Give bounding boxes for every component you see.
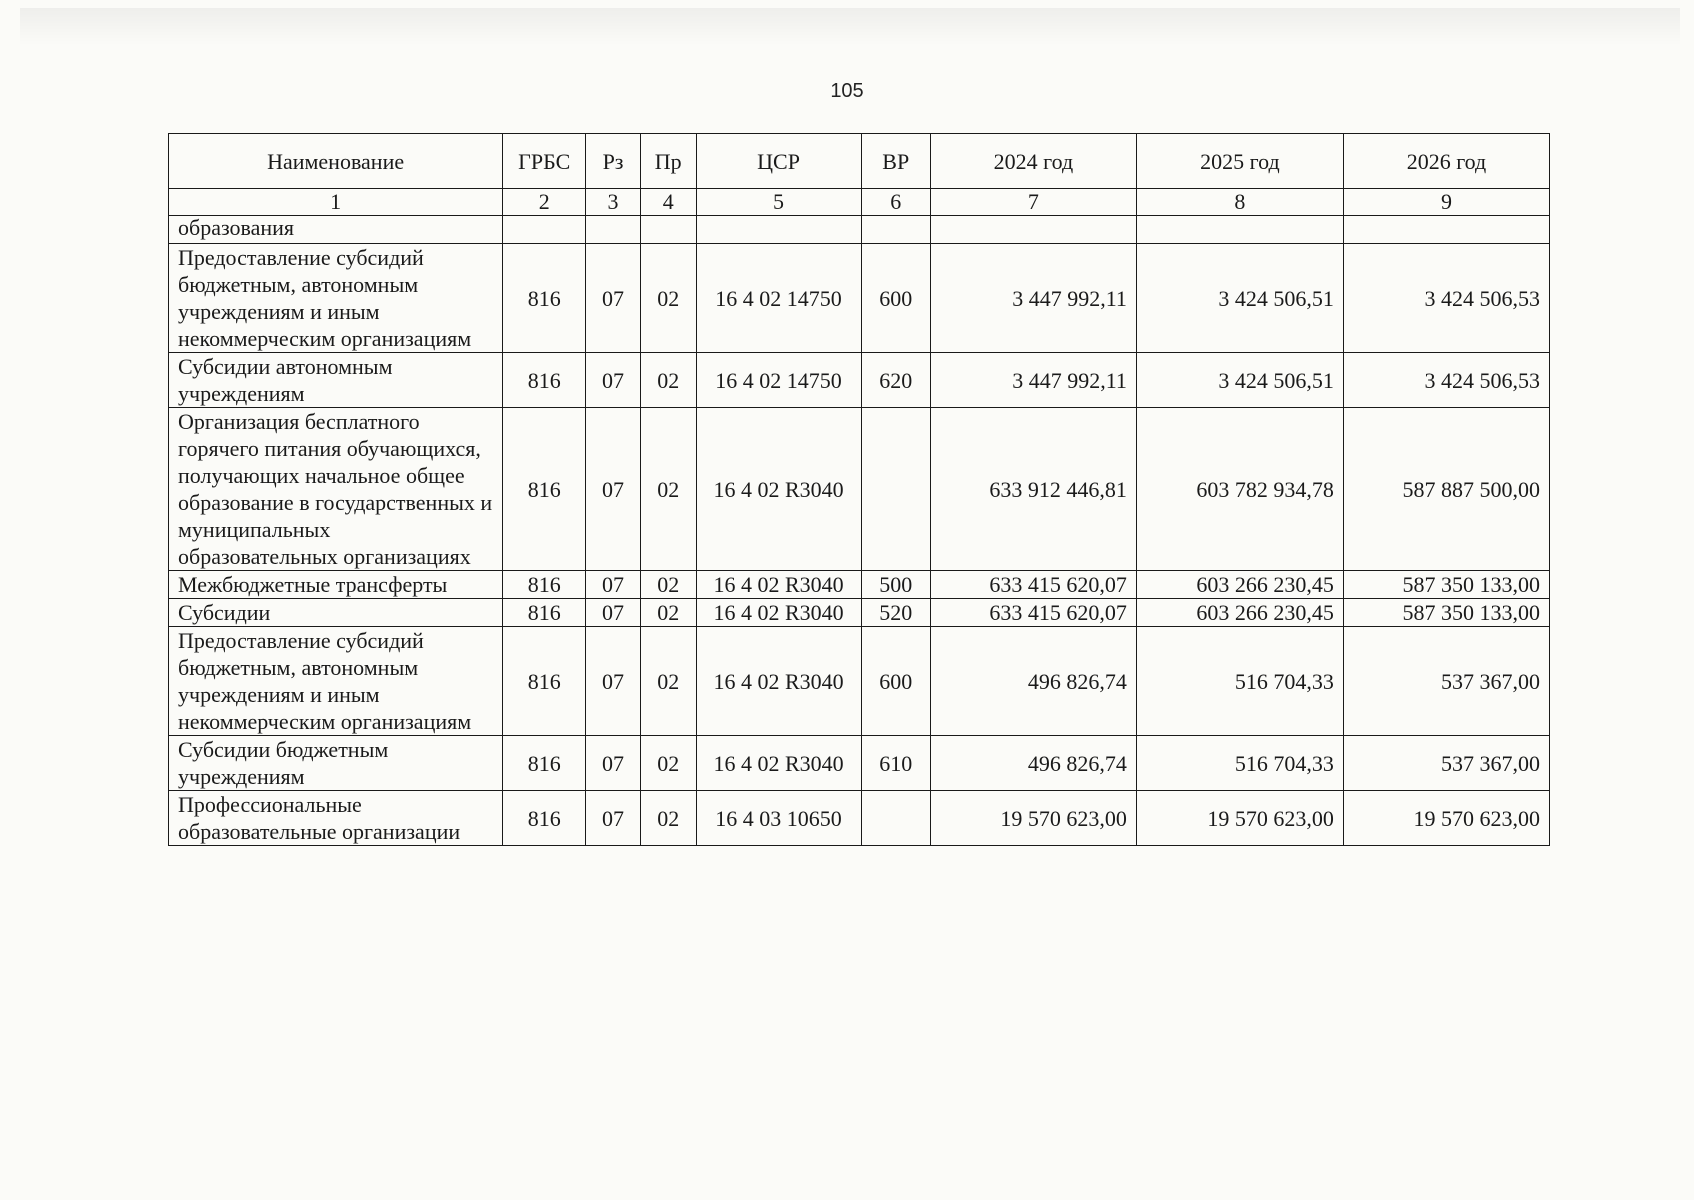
row-pr [640, 216, 696, 244]
row-2025: 603 266 230,45 [1136, 571, 1343, 599]
row-grbs [503, 216, 586, 244]
row-name: Организация бесплатного горячего питания обучающихся, получающих начальное общее образование в государственных и муниципальных образовательных организациях [169, 408, 503, 571]
row-2026: 537 367,00 [1343, 736, 1549, 791]
header-csr: ЦСР [696, 134, 861, 189]
row-2025: 19 570 623,00 [1136, 791, 1343, 846]
table-row [169, 216, 1550, 244]
row-grbs: 816 [503, 571, 586, 599]
row-name: Предоставление субсидий бюджетным, автономным учреждениям и иным некоммерческим организациям [169, 244, 503, 353]
row-grbs: 816 [503, 408, 586, 571]
row-pr: 02 [640, 791, 696, 846]
row-pr: 02 [640, 353, 696, 408]
column-number: 7 [930, 189, 1136, 216]
row-2026: 3 424 506,53 [1343, 244, 1549, 353]
column-number: 2 [503, 189, 586, 216]
row-rz: 07 [586, 353, 641, 408]
row-csr: 16 4 03 10650 [696, 791, 861, 846]
row-grbs: 816 [503, 244, 586, 353]
row-csr: 16 4 02 14750 [696, 353, 861, 408]
header-rz: Рз [586, 134, 641, 189]
header-row [169, 134, 1550, 189]
row-2024: 19 570 623,00 [930, 791, 1136, 846]
row-2026: 587 350 133,00 [1343, 599, 1549, 627]
row-rz: 07 [586, 791, 641, 846]
row-2024: 496 826,74 [930, 736, 1136, 791]
column-number: 3 [586, 189, 641, 216]
row-rz: 07 [586, 627, 641, 736]
row-2026: 537 367,00 [1343, 627, 1549, 736]
header-2025: 2025 год [1136, 134, 1343, 189]
row-2025: 3 424 506,51 [1136, 353, 1343, 408]
header-2024: 2024 год [930, 134, 1136, 189]
row-rz: 07 [586, 736, 641, 791]
row-grbs: 816 [503, 791, 586, 846]
header-grbs: ГРБС [503, 134, 586, 189]
row-vr [861, 216, 930, 244]
scan-shadow [20, 8, 1680, 46]
row-name: Субсидии [169, 599, 503, 627]
table-row [169, 353, 1550, 408]
row-csr [696, 216, 861, 244]
row-name: Межбюджетные трансферты [169, 571, 503, 599]
row-vr: 600 [861, 627, 930, 736]
row-pr: 02 [640, 736, 696, 791]
row-2025: 516 704,33 [1136, 627, 1343, 736]
row-grbs: 816 [503, 353, 586, 408]
row-rz: 07 [586, 408, 641, 571]
column-number: 5 [696, 189, 861, 216]
row-csr: 16 4 02 R3040 [696, 599, 861, 627]
row-csr: 16 4 02 R3040 [696, 736, 861, 791]
row-csr: 16 4 02 R3040 [696, 408, 861, 571]
header-pr: Пр [640, 134, 696, 189]
row-name: Субсидии бюджетным учреждениям [169, 736, 503, 791]
row-csr: 16 4 02 14750 [696, 244, 861, 353]
row-2026: 587 887 500,00 [1343, 408, 1549, 571]
table-row [169, 791, 1550, 846]
row-2025: 603 266 230,45 [1136, 599, 1343, 627]
row-rz [586, 216, 641, 244]
row-2024: 496 826,74 [930, 627, 1136, 736]
row-pr: 02 [640, 627, 696, 736]
row-name: Профессиональные образовательные организации [169, 791, 503, 846]
row-grbs: 816 [503, 627, 586, 736]
column-number: 8 [1136, 189, 1343, 216]
row-2026: 19 570 623,00 [1343, 791, 1549, 846]
column-number-row [169, 189, 1550, 216]
row-vr: 620 [861, 353, 930, 408]
table-row [169, 408, 1550, 571]
column-number: 1 [169, 189, 503, 216]
row-pr: 02 [640, 244, 696, 353]
row-vr: 610 [861, 736, 930, 791]
row-2025: 516 704,33 [1136, 736, 1343, 791]
row-2026 [1343, 216, 1549, 244]
row-vr [861, 791, 930, 846]
row-pr: 02 [640, 571, 696, 599]
row-2024: 3 447 992,11 [930, 244, 1136, 353]
row-rz: 07 [586, 599, 641, 627]
row-name: Предоставление субсидий бюджетным, автономным учреждениям и иным некоммерческим организациям [169, 627, 503, 736]
row-csr: 16 4 02 R3040 [696, 627, 861, 736]
column-number: 6 [861, 189, 930, 216]
row-2024: 633 912 446,81 [930, 408, 1136, 571]
row-2025 [1136, 216, 1343, 244]
row-2024: 633 415 620,07 [930, 599, 1136, 627]
header-2026: 2026 год [1343, 134, 1549, 189]
row-vr: 600 [861, 244, 930, 353]
row-vr: 500 [861, 571, 930, 599]
column-number: 9 [1343, 189, 1549, 216]
header-name: Наименование [169, 134, 503, 189]
row-rz: 07 [586, 244, 641, 353]
row-vr: 520 [861, 599, 930, 627]
row-2024: 3 447 992,11 [930, 353, 1136, 408]
row-vr [861, 408, 930, 571]
row-pr: 02 [640, 408, 696, 571]
row-pr: 02 [640, 599, 696, 627]
row-grbs: 816 [503, 736, 586, 791]
table-row [169, 244, 1550, 353]
row-grbs: 816 [503, 599, 586, 627]
row-2024: 633 415 620,07 [930, 571, 1136, 599]
row-name: образования [169, 216, 503, 244]
row-2025: 603 782 934,78 [1136, 408, 1343, 571]
header-vr: ВР [861, 134, 930, 189]
page-number: 105 [830, 80, 864, 102]
table-row [169, 599, 1550, 627]
row-rz: 07 [586, 571, 641, 599]
column-number: 4 [640, 189, 696, 216]
row-2026: 3 424 506,53 [1343, 353, 1549, 408]
row-name: Субсидии автономным учреждениям [169, 353, 503, 408]
row-csr: 16 4 02 R3040 [696, 571, 861, 599]
table-row [169, 627, 1550, 736]
table-row [169, 736, 1550, 791]
row-2025: 3 424 506,51 [1136, 244, 1343, 353]
table-row [169, 571, 1550, 599]
row-2026: 587 350 133,00 [1343, 571, 1549, 599]
budget-table [168, 133, 1550, 846]
row-2024 [930, 216, 1136, 244]
